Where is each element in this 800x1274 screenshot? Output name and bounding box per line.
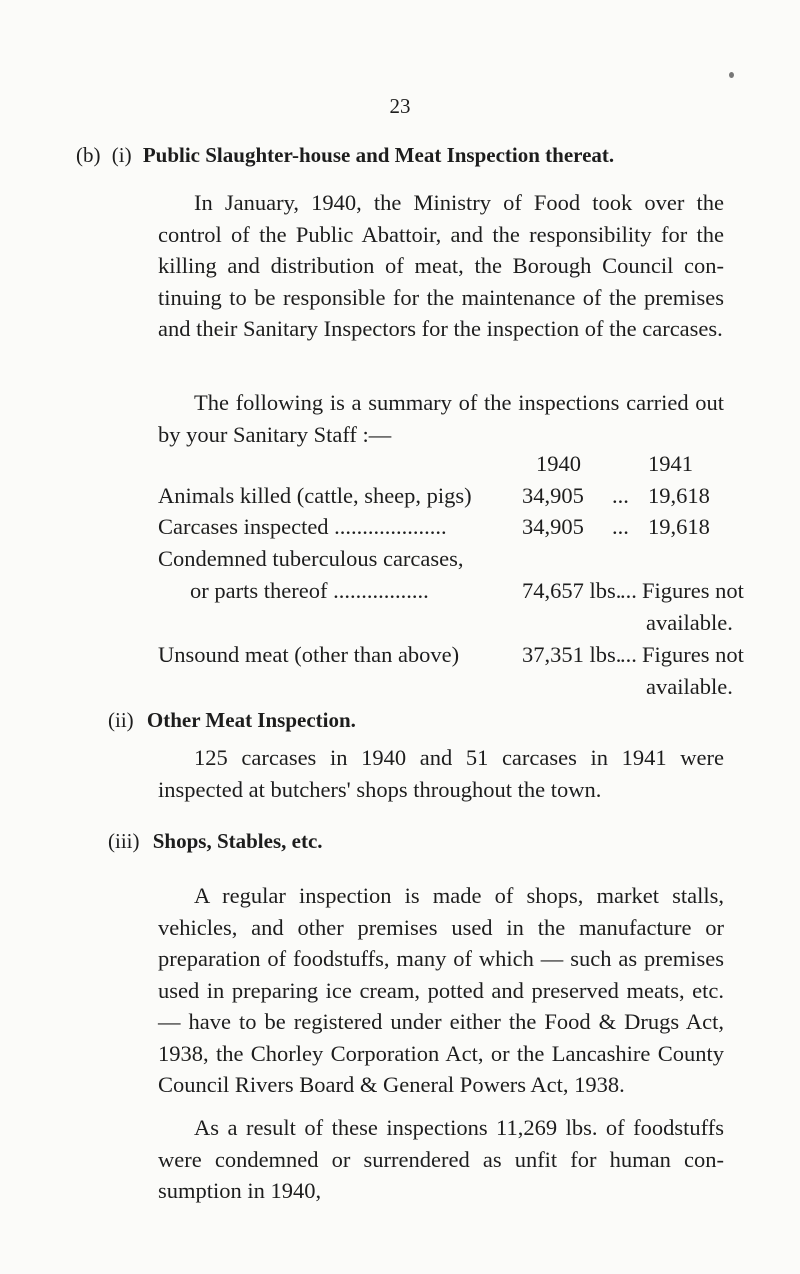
section-ii-title: Other Meat Inspection. — [146, 708, 356, 732]
paragraph-other-meat — [158, 742, 724, 805]
page-number: 23 — [389, 94, 411, 118]
section-iii-title: Shops, Stables, etc. — [152, 829, 323, 853]
section-ii-label: (ii) — [108, 708, 134, 732]
section-iii-label: (iii) — [108, 829, 140, 853]
row-value-1940: 34,905 — [522, 483, 584, 508]
row-label: Animals killed (cattle, sheep, pigs) — [158, 483, 472, 508]
section-ii-heading — [108, 708, 356, 733]
row-value-1941: Figures not — [642, 642, 744, 667]
paragraph-summary-intro-text: The following is a summary of the inspections carried out by your Sanitary Staff :— — [158, 390, 724, 447]
row-separator: ... — [620, 642, 637, 667]
row-separator: ... — [612, 483, 629, 508]
row-label: Carcases inspected .................... — [158, 514, 447, 539]
row-value-1940: 34,905 — [522, 514, 584, 539]
row-value-1940: 74,657 lbs. — [522, 578, 622, 603]
section-b-heading — [76, 143, 614, 168]
speck-mark — [729, 72, 734, 78]
row-value-1941: 19,618 — [648, 483, 710, 508]
row-separator: ... — [620, 578, 637, 603]
row-label: Condemned tuberculous carcases, — [158, 546, 464, 571]
row-value-1941: 19,618 — [648, 514, 710, 539]
row-label: Unsound meat (other than above) — [158, 642, 460, 667]
paragraph-other-meat-text: 125 carcases in 1940 and 51 carcases in 1941 were inspected at butchers' shops throughout the town. — [158, 745, 724, 802]
paragraph-shops — [158, 880, 724, 1101]
paragraph-result — [158, 1112, 724, 1207]
section-b-label: (b) — [76, 143, 101, 167]
paragraph-result-text: As a result of these inspections 11,269 lbs. of foodstuffs were condemned or surrendered as unfit for human con- sumption in 1940, — [158, 1115, 724, 1203]
row-label-continued: or parts thereof ................. — [190, 578, 429, 603]
table-header-1940: 1940 — [536, 451, 581, 476]
row-value-1941-continued: available. — [646, 610, 733, 635]
row-value-1940: 37,351 lbs. — [522, 642, 622, 667]
row-separator: ... — [612, 514, 629, 539]
row-value-1941-continued: available. — [646, 674, 733, 699]
paragraph-summary-intro — [158, 387, 724, 450]
section-iii-heading — [108, 829, 323, 854]
paragraph-abattoir — [158, 187, 724, 345]
table-header-1941: 1941 — [648, 451, 693, 476]
paragraph-abattoir-text: In January, 1940, the Ministry of Food took over the control of the Public Abattoir, and the responsibility for the killing and distribution of meat, the Borough Council con- tinuing to be responsible for the maintenance of the premises and their Sanitary Inspectors for the inspection of the carcases. — [158, 190, 724, 341]
subsection-i-label: (i) — [111, 143, 132, 167]
row-value-1941: Figures not — [642, 578, 744, 603]
paragraph-shops-text: A regular inspection is made of shops, market stalls, vehicles, and other premises used in the manufacture or preparation of foodstuffs, many of which — such as premises used in preparing ice cream, potted and preserved meats, etc. — have to be registered under either the Food & Drugs Act, 1938, the Chorley Corporation Act, or the Lancashire County Council Rivers Board & General Powers Act, 1938. — [158, 883, 724, 1097]
section-b-title: Public Slaughter-house and Meat Inspection thereat. — [142, 143, 615, 167]
